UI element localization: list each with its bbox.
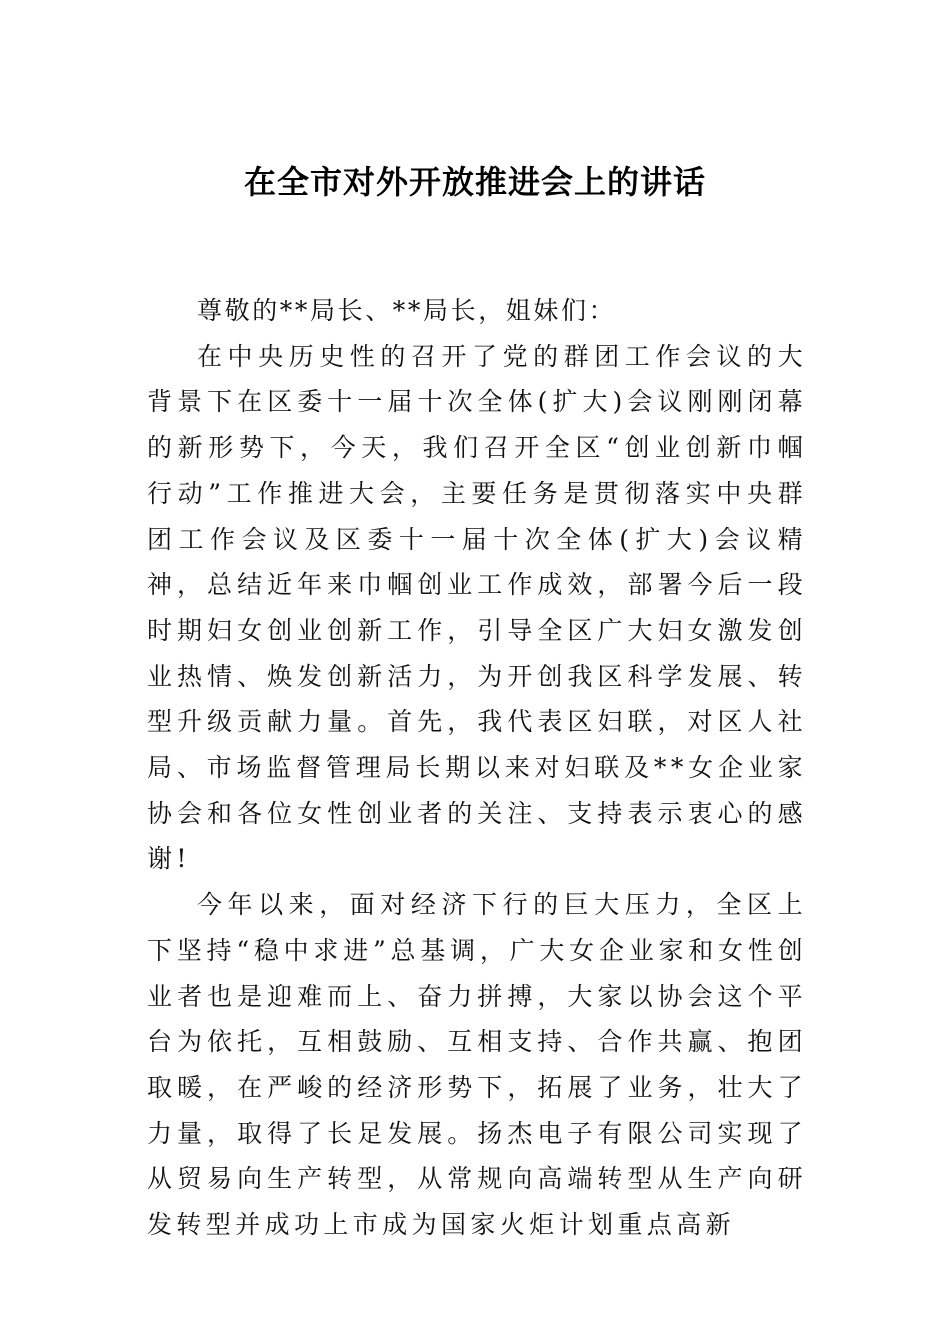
salutation: 尊敬的**局长、**局长，姐妹们： (197, 296, 617, 325)
document-title: 在全市对外开放推进会上的讲话 (243, 163, 706, 201)
document-body (147, 288, 807, 1248)
paragraph-1: 在中央历史性的召开了党的群团工作会议的大背景下在区委十一届十次全体(扩大)会议刚刚闭幕的新形势下，今天，我们召开全区“创业创新巾帼行动”工作推进大会，主要任务是贯彻落实中央群团工作会议及区委十一届十次全体(扩大)会议精神，总结近年来巾帼创业工作成效，部署今后一段时期妇女创业创新工作，引导全区广大妇女激发创业热情、焕发创新活力，为开创我区科学发展、转型升级贡献力量。首先，我代表区妇联，对区人社局、市场监督管理局长期以来对妇联及**女企业家协会和各位女性创业者的关注、支持表示衷心的感谢! (147, 341, 807, 874)
paragraph-2: 今年以来，面对经济下行的巨大压力，全区上下坚持“稳中求进”总基调，广大女企业家和女性创业者也是迎难而上、奋力拼搏，大家以协会这个平台为依托，互相鼓励、互相支持、合作共赢、抱团取暖，在严峻的经济形势下，拓展了业务，壮大了力量，取得了长足发展。扬杰电子有限公司实现了从贸易向生产转型，从常规向高端转型从生产向研发转型并成功上市成为国家火炬计划重点高新 (147, 890, 807, 1240)
